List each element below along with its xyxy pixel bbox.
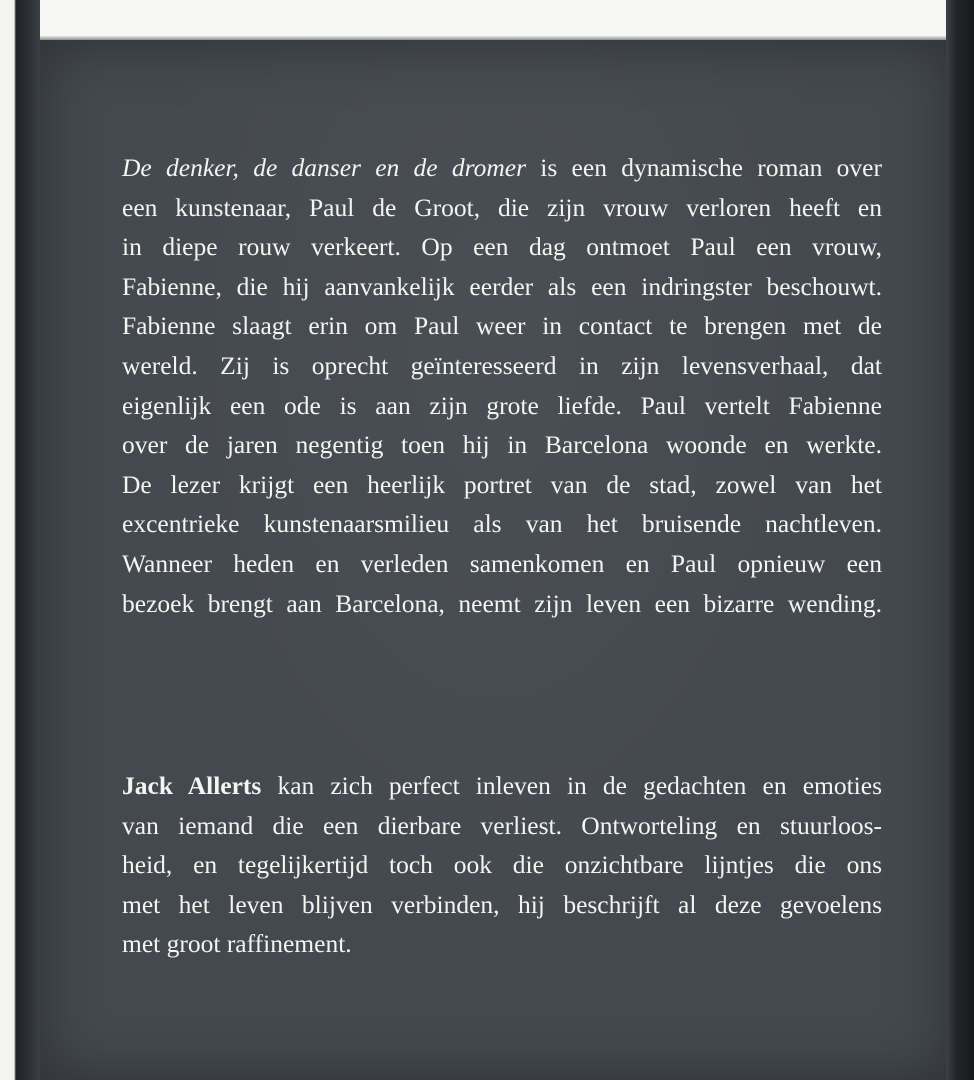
synopsis-paragraph [122, 148, 882, 623]
synopsis-line [122, 148, 882, 188]
author-bio-paragraph [122, 766, 882, 964]
author-name: Jack Allerts [122, 771, 262, 800]
right-edge-shadow [946, 0, 974, 1080]
author-bio-line: van iemand die een dierbare verliest. Ontworteling en stuurloos- [122, 810, 882, 840]
book-title: De denker, de danser en de dromer [122, 153, 527, 182]
synopsis-line-rest: is een dynamische roman over [526, 153, 882, 182]
synopsis-line: wereld. Zij is oprecht geïnteresseerd in zijn levensverhaal, dat [122, 350, 882, 380]
synopsis-line: over de jaren negentig toen hij in Barcelona woonde en werkte. [122, 430, 882, 460]
synopsis-line: Fabienne, die hij aanvankelijk eerder als een indringster beschouwt. [122, 271, 882, 301]
synopsis-line: excentrieke kunstenaarsmilieu als van het bruisende nachtleven. [122, 509, 882, 539]
synopsis-line: Wanneer heden en verleden samenkomen en Paul opnieuw een [122, 548, 882, 578]
author-bio-line: met groot raffinement. [122, 929, 352, 959]
synopsis-line: Fabienne slaagt erin om Paul weer in contact te brengen met de [122, 311, 882, 341]
left-edge-shadow [0, 0, 40, 1080]
author-bio-line: met het leven blijven verbinden, hij beschrijft al deze gevoelens [122, 889, 882, 919]
synopsis-line: eigenlijk een ode is aan zijn grote liefde. Paul vertelt Fabienne [122, 390, 882, 420]
author-bio-line [122, 766, 882, 806]
author-bio-line-rest: kan zich perfect inleven in de gedachten en emoties [261, 771, 883, 800]
synopsis-line: een kunstenaar, Paul de Groot, die zijn vrouw verloren heeft en [122, 192, 882, 222]
synopsis-line: in diepe rouw verkeert. Op een dag ontmoet Paul een vrouw, [122, 232, 882, 262]
author-bio-line: heid, en tegelijkertijd toch ook die onzichtbare lijntjes die ons [122, 850, 882, 880]
synopsis-line: De lezer krijgt een heerlijk portret van de stad, zowel van het [122, 469, 882, 499]
synopsis-line: bezoek brengt aan Barcelona, neemt zijn leven een bizarre wending. [122, 588, 882, 618]
